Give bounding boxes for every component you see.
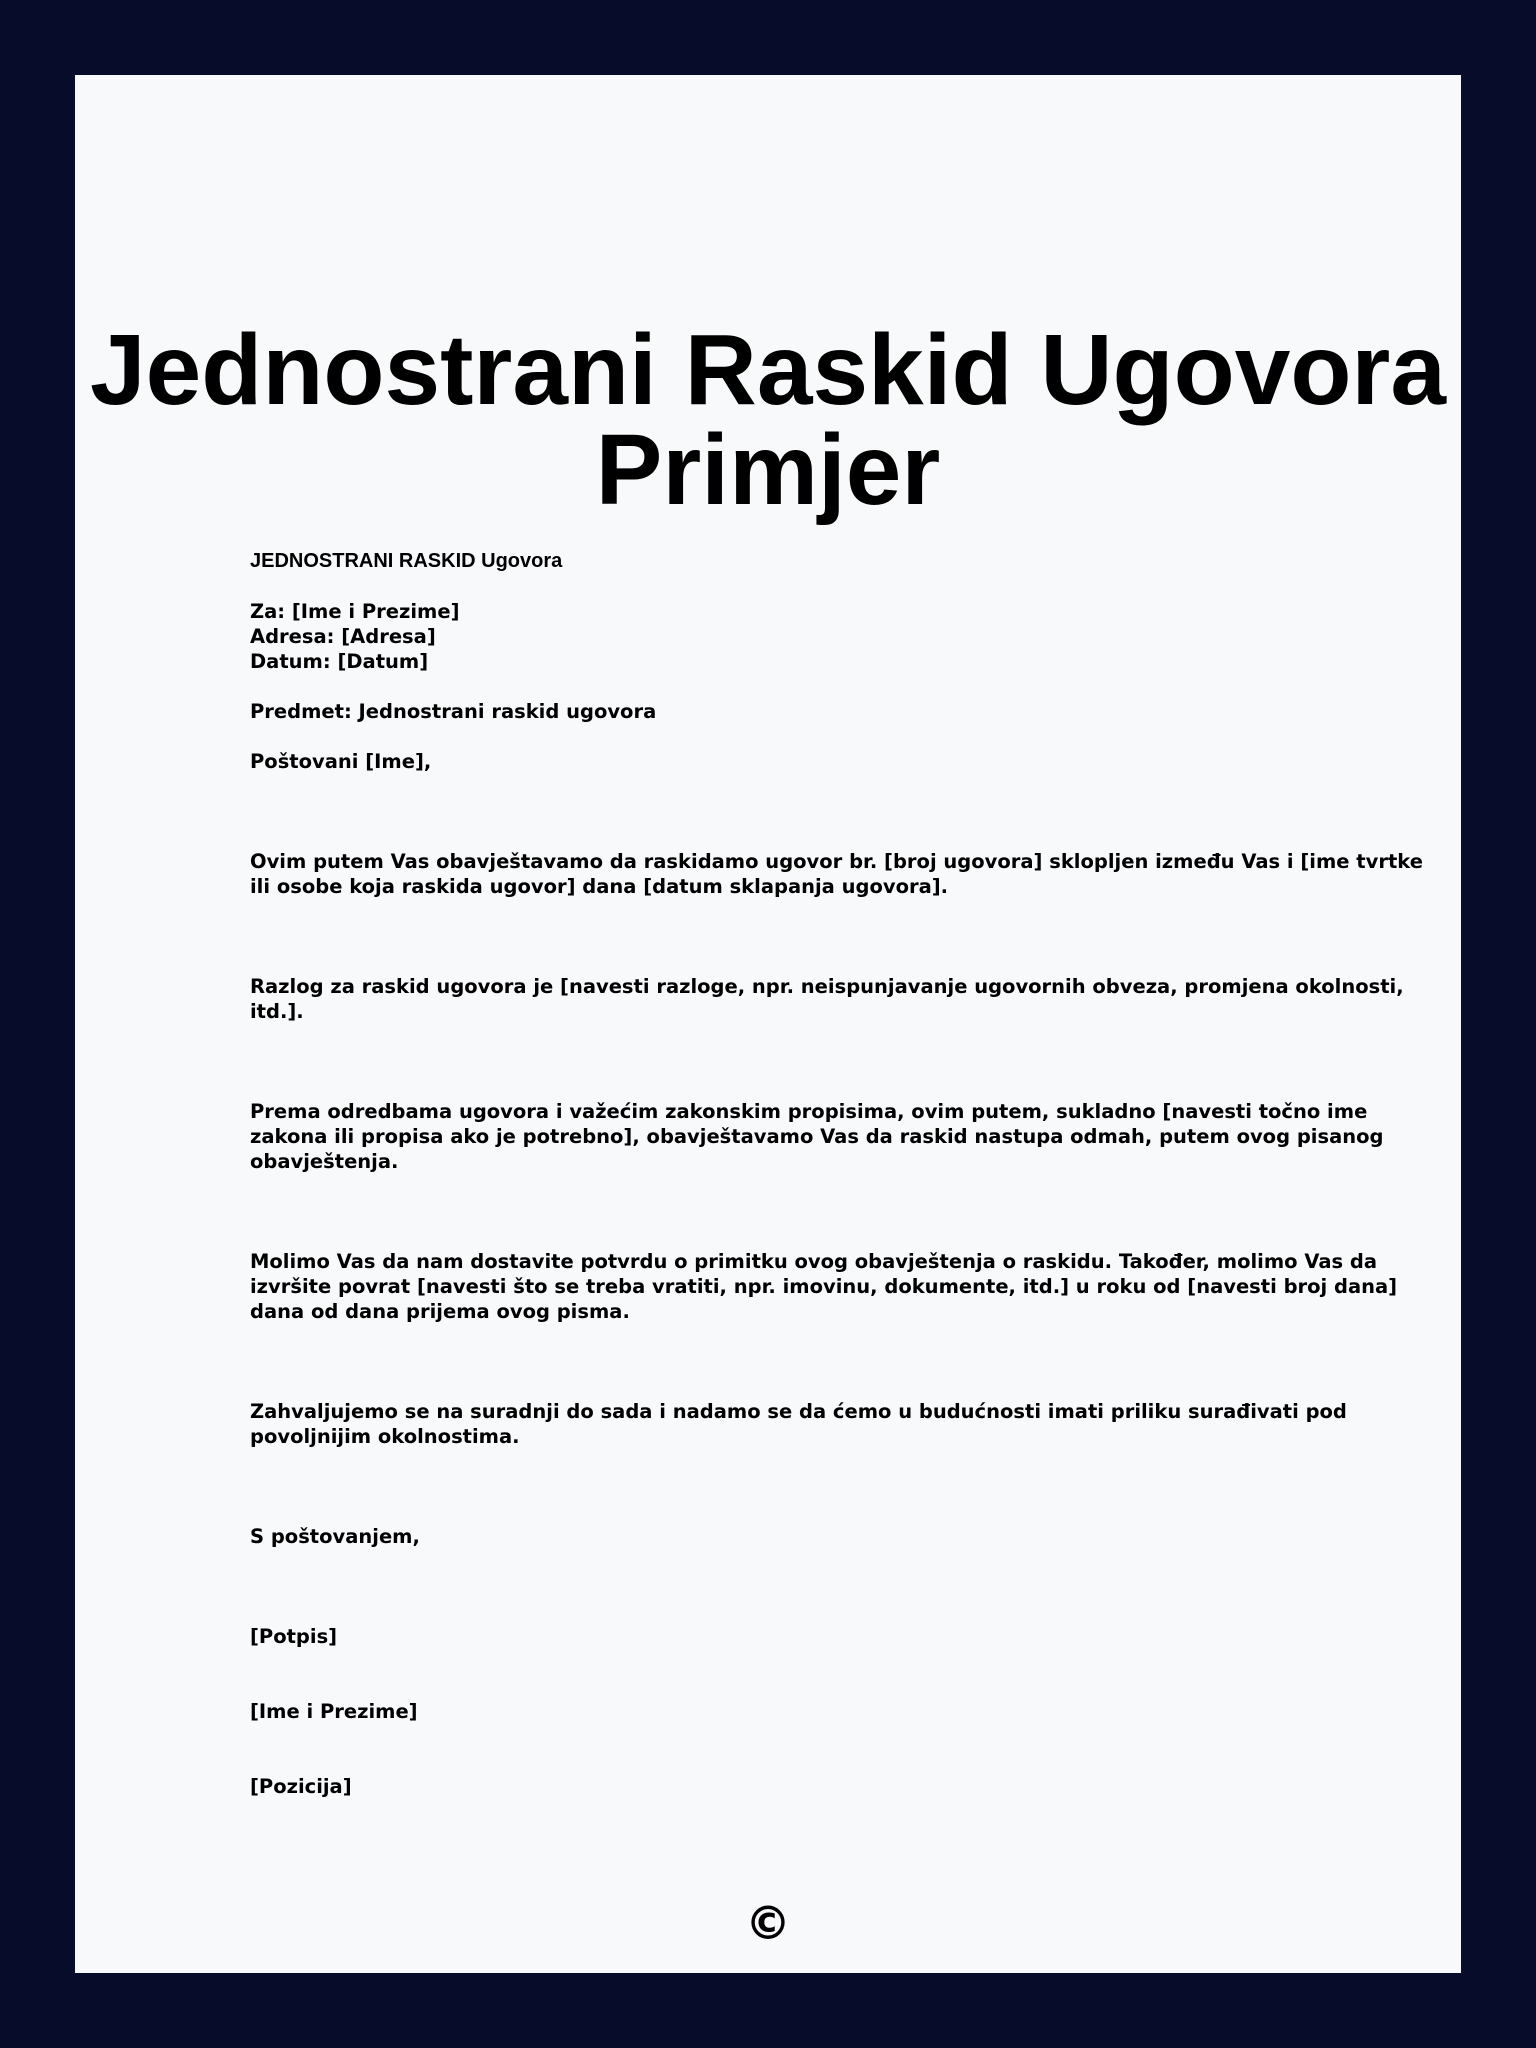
paragraph-line: povoljnijim okolnostima.: [250, 1425, 520, 1448]
paragraph-line: itd.].: [250, 1000, 304, 1023]
letter-closing: S poštovanjem,: [250, 1525, 420, 1548]
letter-body: [250, 549, 1423, 1799]
paragraph-line: Molimo Vas da nam dostavite potvrdu o primitku ovog obavještenja o raskidu. Također, molimo Vas da: [250, 1250, 1378, 1273]
paragraph-line: obavještenja.: [250, 1150, 399, 1173]
signature-placeholder: [Potpis]: [250, 1625, 338, 1648]
signer-name: [Ime i Prezime]: [250, 1700, 418, 1723]
paragraph-request: [250, 1249, 1398, 1324]
copyright-icon: ©: [745, 1896, 791, 1950]
recipient-to: Za: [Ime i Prezime]: [250, 600, 460, 623]
letter-greeting: Poštovani [Ime],: [250, 750, 432, 773]
paragraph-line: izvršite povrat [navesti što se treba vratiti, npr. imovinu, dokumente, itd.] u roku od [navesti broj dana]: [250, 1275, 1398, 1298]
paragraph-line: Razlog za raskid ugovora je [navesti razloge, npr. neispunjavanje ugovornih obveza, promjena okolnosti,: [250, 975, 1404, 998]
paragraph-line: Prema odredbama ugovora i važećim zakonskim propisima, ovim putem, sukladno [navesti točno ime: [250, 1100, 1368, 1123]
recipient-date: Datum: [Datum]: [250, 650, 429, 673]
paragraph-notice: [250, 849, 1423, 899]
paragraph-thanks: [250, 1399, 1350, 1449]
paragraph-legal-basis: [250, 1099, 1384, 1174]
paragraph-line: dana od dana prijema ovog pisma.: [250, 1300, 630, 1323]
recipient-address: Adresa: [Adresa]: [250, 625, 436, 648]
letter-subject: Predmet: Jednostrani raskid ugovora: [250, 700, 657, 723]
signer-position: [Pozicija]: [250, 1775, 352, 1798]
document-page: [75, 75, 1461, 1973]
letter-heading: JEDNOSTRANI RASKID Ugovora: [250, 550, 563, 572]
title-line-2: Primjer: [595, 414, 941, 526]
paragraph-reason: [250, 974, 1404, 1024]
paragraph-line: Ovim putem Vas obavještavamo da raskidamo ugovor br. [broj ugovora] sklopljen između Vas i [ime tvrtke: [250, 850, 1423, 873]
page-title: [75, 314, 1461, 526]
paragraph-line: ili osobe koja raskida ugovor] dana [datum sklapanja ugovora].: [250, 875, 949, 898]
title-line-1: Jednostrani Raskid Ugovora: [90, 314, 1446, 426]
paragraph-line: zakona ili propisa ako je potrebno], obavještavamo Vas da raskid nastupa odmah, putem ovog pisanog: [250, 1125, 1384, 1148]
paragraph-line: Zahvaljujemo se na suradnji do sada i nadamo se da ćemo u budućnosti imati priliku surađivati pod: [250, 1400, 1347, 1423]
